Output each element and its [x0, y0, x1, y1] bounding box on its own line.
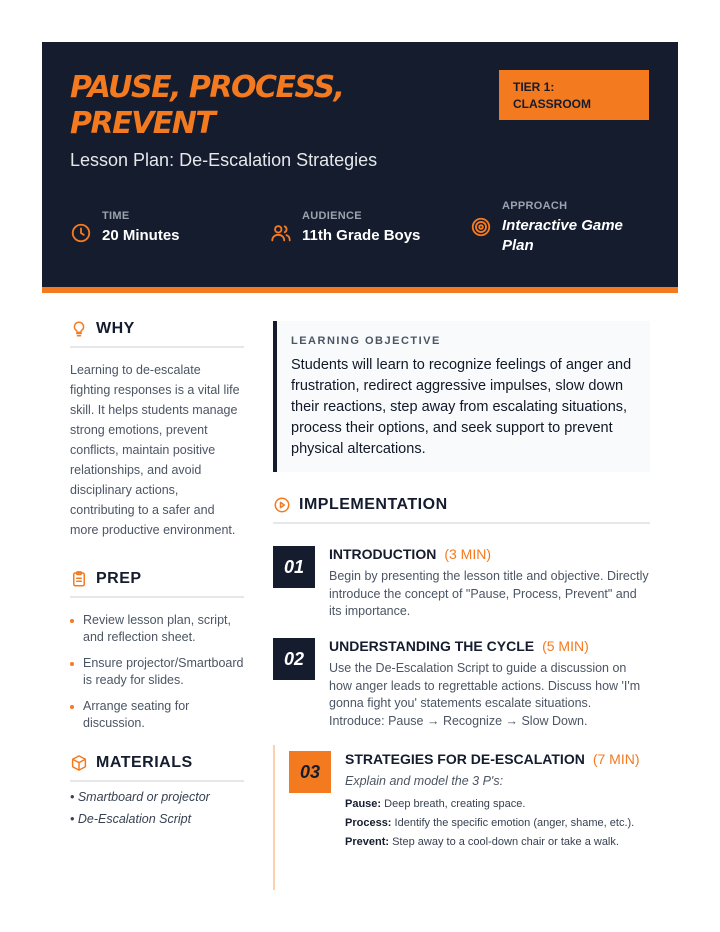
meta-audience-value: 11th Grade Boys [302, 227, 421, 244]
left-column [70, 320, 244, 826]
target-icon [470, 216, 492, 238]
why-heading-text: WHY [96, 320, 135, 337]
objective-label: LEARNING OBJECTIVE [291, 335, 441, 347]
objective-text: Students will learn to recognize feelings of anger and frustration, redirect aggressive impulses, slow down their reactions, step away from escalating situations, process their options, and seek support to prevent physical altercations. [291, 357, 632, 457]
step-title: STRATEGIES FOR DE-ESCALATION [345, 751, 585, 767]
meta-time [70, 210, 180, 246]
meta-time-value: 20 Minutes [102, 227, 180, 244]
meta-audience [270, 210, 420, 246]
step-title: INTRODUCTION [329, 546, 437, 562]
list-item: Review lesson plan, script, and reflection sheet. [70, 612, 244, 646]
prep-heading [70, 570, 244, 598]
step-duration: (7 MIN) [592, 751, 640, 767]
list-item: Arrange seating for discussion. [70, 698, 244, 732]
lightbulb-icon [70, 320, 88, 338]
why-heading [70, 320, 244, 348]
meta-approach [470, 200, 642, 256]
step-title: UNDERSTANDING THE CYCLE [329, 638, 535, 654]
learning-objective-card [273, 321, 650, 472]
play-circle-icon [273, 496, 291, 514]
box-icon [70, 754, 88, 772]
step-duration: (5 MIN) [542, 638, 589, 654]
meta-time-label: TIME [102, 210, 130, 222]
strategy-pause: Pause: Deep breath, creating space. [345, 797, 526, 810]
clipboard-icon [70, 570, 88, 588]
strategy-process: Process: Identify the specific emotion (anger, shame, etc.). [345, 816, 635, 829]
list-item: • Smartboard or projector [70, 790, 210, 804]
tier-badge: TIER 1: CLASSROOM [499, 70, 649, 120]
prep-list [70, 612, 244, 732]
why-text: Learning to de-escalate fighting responses is a vital life skill. It helps students manage strong emotions, prevent conflicts, maintain positive relationships, and avoid disciplinary actions, contributing to a safer and more productive environment. [70, 363, 240, 537]
header-accent-bar [42, 287, 678, 293]
step-description: Begin by presenting the lesson title and objective. Directly introduce the concept of "Pause, Process, Prevent" and its importance. [329, 569, 649, 618]
step-2 [273, 638, 650, 730]
header-banner [42, 42, 678, 287]
meta-audience-label: AUDIENCE [302, 210, 362, 222]
prep-section [70, 570, 244, 732]
users-icon [270, 222, 292, 244]
meta-approach-label: APPROACH [502, 200, 568, 212]
step-duration: (3 MIN) [444, 546, 491, 562]
strategy-prevent: Prevent: Step away to a cool-down chair or take a walk. [345, 835, 619, 848]
prep-heading-text: PREP [96, 570, 142, 587]
lesson-subtitle: Lesson Plan: De-Escalation Strategies [70, 150, 378, 170]
implementation-heading [273, 496, 650, 524]
step-3 [289, 751, 659, 848]
list-item: • De-Escalation Script [70, 812, 192, 826]
list-item: Ensure projector/Smartboard is ready for slides. [70, 655, 244, 689]
step-1 [273, 546, 650, 621]
step-number: 03 [289, 751, 331, 793]
meta-approach-value: Interactive Game Plan [502, 217, 623, 254]
step-description: Explain and model the 3 P's: [345, 774, 504, 788]
step-description: Use the De-Escalation Script to guide a discussion on how anger leads to regrettable actions. Discuss how 'I'm gonna fight you' statements escalate situations. Introduce: Pause → Recognize → Slow Down. [329, 661, 641, 728]
materials-section [70, 754, 244, 826]
lesson-title: PAUSE, PROCESS, PREVENT [70, 70, 344, 141]
implementation-heading-text: IMPLEMENTATION [299, 496, 448, 513]
step-number: 01 [273, 546, 315, 588]
step-3-accent-line [273, 745, 275, 890]
clock-icon [70, 222, 92, 244]
materials-heading [70, 754, 244, 782]
step-number: 02 [273, 638, 315, 680]
materials-heading-text: MATERIALS [96, 754, 193, 771]
